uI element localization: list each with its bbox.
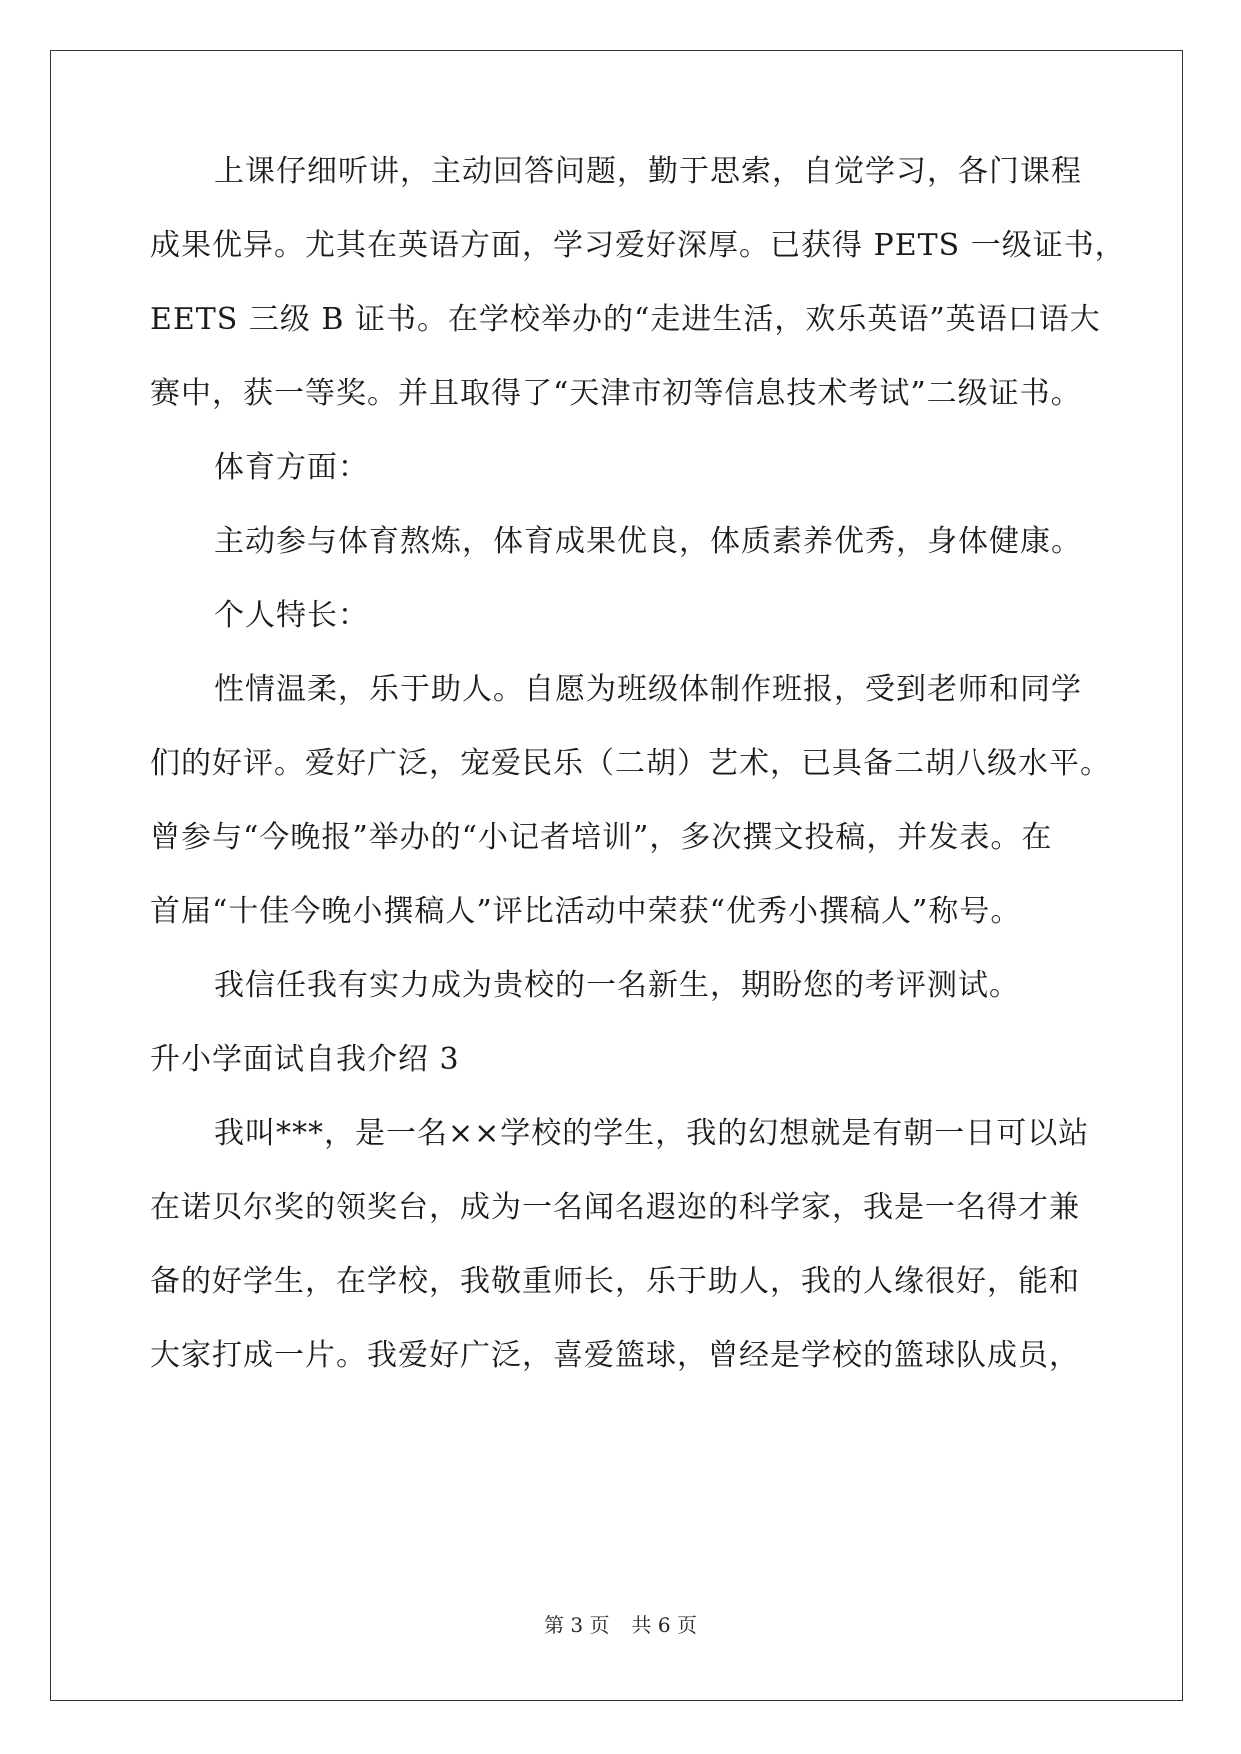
paragraph-line: 曾参与“今晚报”举办的“小记者培训”，多次撰文投稿，并发表。在 (150, 820, 1053, 855)
paragraph-line: 备的好学生，在学校，我敬重师长，乐于助人，我的人缘很好，能和 (150, 1264, 1080, 1299)
paragraph-line: 我信任我有实力成为贵校的一名新生，期盼您的考评测试。 (214, 968, 1020, 1003)
paragraph-line: 成果优异。尤其在英语方面，学习爱好深厚。已获得 PETS 一级证书， (150, 228, 1126, 263)
paragraph-line: EETS 三级 B 证书。在学校举办的“走进生活，欢乐英语”英语口语大 (150, 302, 1101, 337)
paragraph-line: 上课仔细听讲，主动回答问题，勤于思索，自觉学习，各门课程 (214, 154, 1082, 189)
section-heading-sports: 体育方面： (214, 450, 369, 485)
paragraph-line: 性情温柔，乐于助人。自愿为班级体制作班报，受到老师和同学 (214, 672, 1082, 707)
section-title: 升小学面试自我介绍 3 (150, 1042, 460, 1077)
page-border (50, 50, 1183, 1701)
page-total: 共 6 页 (631, 1613, 697, 1637)
page-footer (0, 1612, 1241, 1638)
paragraph-line: 首届“十佳今晚小撰稿人”评比活动中荣获“优秀小撰稿人”称号。 (150, 894, 1022, 929)
paragraph-line: 在诺贝尔奖的领奖台，成为一名闻名遐迩的科学家，我是一名得才兼 (150, 1190, 1080, 1225)
paragraph-line: 大家打成一片。我爱好广泛，喜爱篮球，曾经是学校的篮球队成员， (150, 1338, 1080, 1373)
paragraph-line: 主动参与体育熬炼，体育成果优良，体质素养优秀，身体健康。 (214, 524, 1082, 559)
page-current: 第 3 页 (544, 1613, 610, 1637)
section-heading-specialty: 个人特长： (214, 598, 369, 633)
paragraph-line: 赛中，获一等奖。并且取得了“天津市初等信息技术考试”二级证书。 (150, 376, 1082, 411)
paragraph-line: 我叫***，是一名××学校的学生，我的幻想就是有朝一日可以站 (214, 1116, 1090, 1151)
paragraph-line: 们的好评。爱好广泛，宠爱民乐（二胡）艺术，已具备二胡八级水平。 (150, 746, 1111, 781)
